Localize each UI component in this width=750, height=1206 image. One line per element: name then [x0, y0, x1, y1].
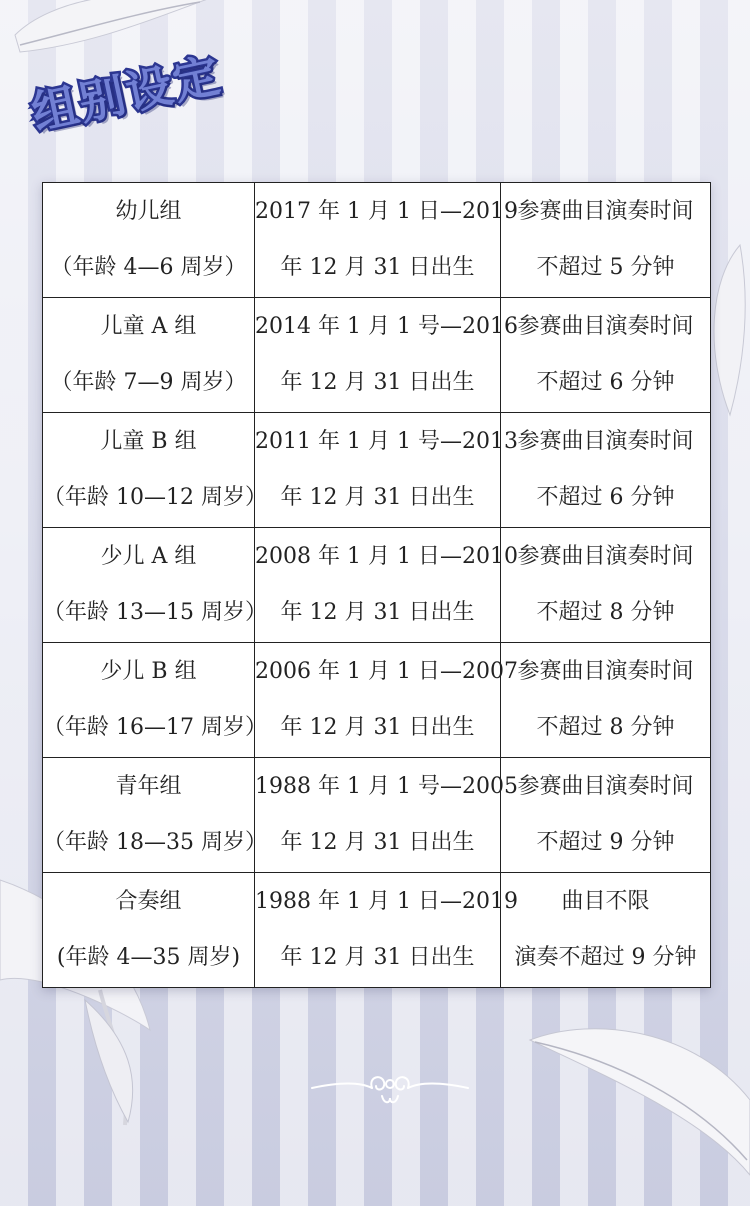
group-cell — [43, 528, 267, 643]
group-name: 幼儿组 — [115, 199, 182, 224]
group-age: （年龄 7—9 周岁） — [50, 370, 247, 395]
birthdate-cell — [255, 528, 518, 643]
time-rule-cell — [501, 643, 711, 758]
group-name: 少儿 B 组 — [100, 659, 197, 684]
birthdate-line-1: 1988 年 1 月 1 日—2019 — [255, 889, 518, 914]
time-rule-cell — [501, 413, 711, 528]
time-rule-line-2: 不超过 5 分钟 — [536, 255, 675, 280]
birthdate-line-2: 年 12 月 31 日出生 — [280, 715, 475, 740]
group-name: 青年组 — [115, 774, 182, 799]
time-rule-line-2: 演奏不超过 9 分钟 — [514, 945, 697, 970]
birthdate-line-2: 年 12 月 31 日出生 — [280, 600, 475, 625]
time-rule-line-2: 不超过 8 分钟 — [536, 715, 675, 740]
table-row — [43, 298, 711, 413]
birthdate-line-2: 年 12 月 31 日出生 — [280, 830, 475, 855]
time-rule-line-1: 参赛曲目演奏时间 — [517, 659, 694, 684]
group-name: 儿童 B 组 — [100, 429, 197, 454]
group-name: 儿童 A 组 — [100, 314, 197, 339]
birthdate-cell — [255, 643, 518, 758]
time-rule-cell — [501, 873, 711, 988]
birthdate-cell — [255, 298, 518, 413]
group-cell — [43, 413, 267, 528]
birthdate-line-2: 年 12 月 31 日出生 — [280, 370, 475, 395]
time-rule-line-1: 曲目不限 — [561, 889, 650, 914]
group-age: （年龄 18—35 周岁） — [43, 830, 267, 855]
group-name: 少儿 A 组 — [100, 544, 197, 569]
group-cell — [43, 758, 267, 873]
group-cell — [43, 183, 255, 298]
birthdate-line-1: 2011 年 1 月 1 号—2013 — [255, 429, 518, 454]
time-rule-line-1: 参赛曲目演奏时间 — [517, 314, 694, 339]
birthdate-cell — [255, 873, 518, 988]
group-name: 合奏组 — [115, 889, 182, 914]
table-row — [43, 643, 711, 758]
table-row — [43, 873, 711, 988]
time-rule-cell — [501, 183, 711, 298]
group-age: （年龄 10—12 周岁） — [43, 485, 267, 510]
group-age: (年龄 4—35 周岁) — [56, 945, 241, 970]
time-rule-line-2: 不超过 8 分钟 — [536, 600, 675, 625]
group-cell — [43, 298, 255, 413]
birthdate-cell — [255, 413, 518, 528]
birthdate-line-1: 2017 年 1 月 1 日—2019 — [255, 199, 518, 224]
group-age: （年龄 13—15 周岁） — [43, 600, 267, 625]
birthdate-line-1: 2008 年 1 月 1 日—2010 — [255, 544, 518, 569]
time-rule-line-2: 不超过 6 分钟 — [536, 370, 675, 395]
birthdate-line-2: 年 12 月 31 日出生 — [280, 945, 475, 970]
time-rule-line-1: 参赛曲目演奏时间 — [517, 544, 694, 569]
feather-bottom-right-image — [525, 1010, 750, 1180]
time-rule-cell — [501, 298, 711, 413]
table-row — [43, 528, 711, 643]
group-age: （年龄 16—17 周岁） — [43, 715, 267, 740]
group-age: （年龄 4—6 周岁） — [50, 255, 247, 280]
table-row — [43, 183, 711, 298]
flourish-ornament-icon — [310, 1068, 470, 1108]
birthdate-cell — [255, 183, 518, 298]
time-rule-line-1: 参赛曲目演奏时间 — [517, 199, 694, 224]
time-rule-line-2: 不超过 6 分钟 — [536, 485, 675, 510]
birthdate-line-1: 2006 年 1 月 1 日—2007 — [255, 659, 518, 684]
table-row — [43, 413, 711, 528]
birthdate-line-1: 2014 年 1 月 1 号—2016 — [255, 314, 518, 339]
page-title: 组别设定 — [27, 47, 227, 141]
table-row — [43, 758, 711, 873]
group-table-container — [42, 182, 710, 988]
group-table — [42, 182, 711, 988]
time-rule-line-1: 参赛曲目演奏时间 — [517, 429, 694, 454]
birthdate-line-1: 1988 年 1 月 1 号—2005 — [255, 774, 518, 799]
birthdate-cell — [255, 758, 518, 873]
time-rule-line-2: 不超过 9 分钟 — [536, 830, 675, 855]
time-rule-cell — [501, 758, 711, 873]
group-cell — [43, 643, 267, 758]
group-cell — [43, 873, 255, 988]
time-rule-cell — [501, 528, 711, 643]
birthdate-line-2: 年 12 月 31 日出生 — [280, 485, 475, 510]
birthdate-line-2: 年 12 月 31 日出生 — [280, 255, 475, 280]
time-rule-line-1: 参赛曲目演奏时间 — [517, 774, 694, 799]
